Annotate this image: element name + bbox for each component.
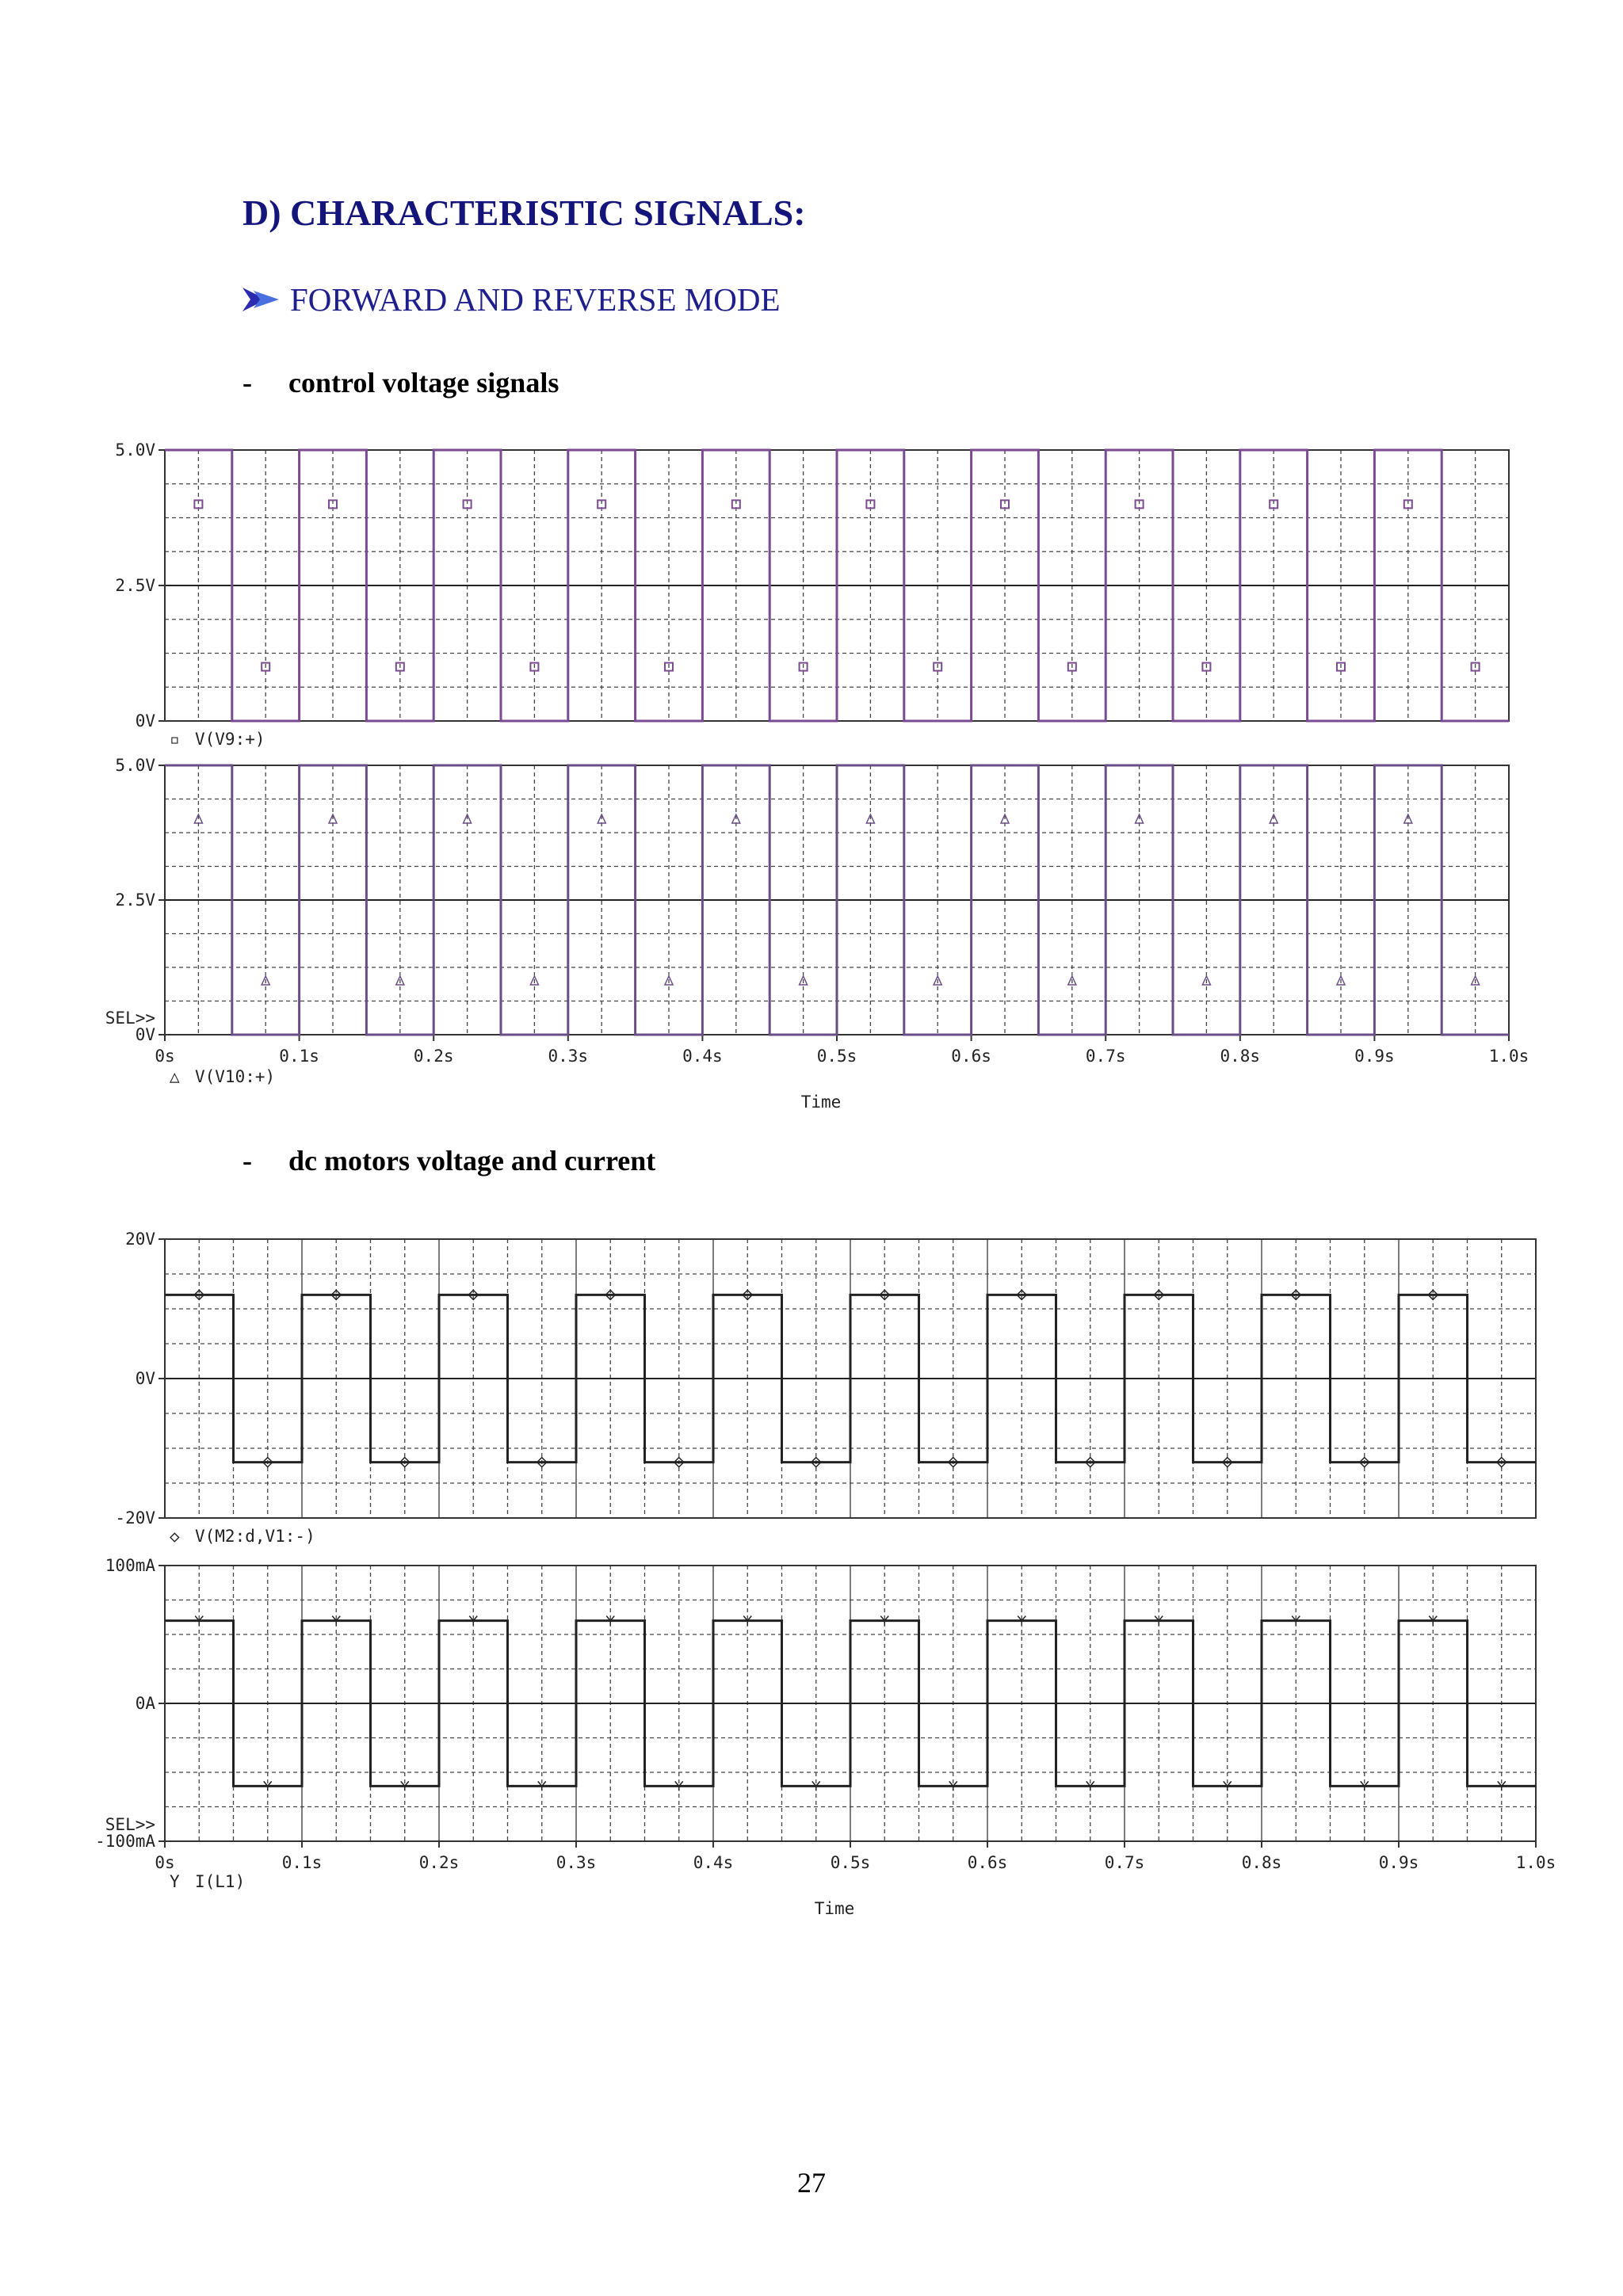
- legend-marker: Y: [170, 1872, 180, 1891]
- arrow-bullet-icon: [242, 286, 279, 313]
- bullet-text: control voltage signals: [288, 367, 559, 399]
- x-tick-label: 0s: [155, 1853, 175, 1872]
- y-tick-label: -20V: [115, 1508, 155, 1527]
- bullet-control-voltage: [242, 366, 559, 399]
- legend-marker: ▫: [170, 730, 180, 749]
- y-tick-label: 0V: [135, 1369, 155, 1388]
- x-axis-label: Time: [800, 1093, 842, 1112]
- x-tick-label: 0.7s: [1085, 1047, 1126, 1066]
- bullet-motor-signals: [242, 1144, 655, 1177]
- section-heading: D) CHARACTERISTIC SIGNALS:: [242, 193, 806, 233]
- legend-marker: ◇: [170, 1527, 180, 1546]
- x-tick-label: 0.1s: [279, 1047, 319, 1066]
- x-tick-label: 0.4s: [693, 1853, 734, 1872]
- legend-label: V(M2:d,V1:-): [195, 1527, 315, 1546]
- x-tick-label: 0.8s: [1220, 1047, 1261, 1066]
- y-tick-label: 100mA: [105, 1556, 155, 1575]
- y-tick-label: 20V: [125, 1230, 155, 1249]
- y-tick-label: 2.5V: [115, 891, 155, 910]
- legend-label: V(V10:+): [195, 1067, 276, 1086]
- x-tick-label: 0.2s: [413, 1047, 454, 1066]
- mode-subheading: [242, 280, 780, 318]
- x-tick-label: 0.6s: [967, 1853, 1008, 1872]
- x-tick-label: 1.0s: [1488, 1047, 1529, 1066]
- series-line: [165, 1621, 1536, 1787]
- y-tick-label: 2.5V: [115, 576, 155, 595]
- subheading-text: FORWARD AND REVERSE MODE: [290, 281, 781, 318]
- y-tick-label: 5.0V: [115, 441, 155, 460]
- x-tick-label: 0.5s: [816, 1047, 857, 1066]
- chart-motor-voltage: [115, 1230, 1536, 1546]
- x-tick-label: 0.4s: [682, 1047, 723, 1066]
- y-tick-label: 0V: [135, 1025, 155, 1044]
- x-tick-label: 0.7s: [1104, 1853, 1145, 1872]
- series-line: [165, 1295, 1536, 1462]
- bullet-text: dc motors voltage and current: [288, 1145, 656, 1177]
- page-number: 27: [797, 2167, 826, 2199]
- y-tick-label: 0A: [135, 1694, 155, 1713]
- legend-label: V(V9:+): [195, 730, 265, 749]
- chart-motor-current: [95, 1556, 1556, 1918]
- bullet-dash: -: [242, 1145, 252, 1177]
- y-tick-label: -100mA: [95, 1832, 155, 1851]
- y-tick-label: 0V: [135, 711, 155, 730]
- x-tick-label: 0.8s: [1241, 1853, 1282, 1872]
- x-tick-label: 1.0s: [1515, 1853, 1556, 1872]
- x-axis-label: Time: [814, 1899, 855, 1918]
- x-tick-label: 0.3s: [548, 1047, 589, 1066]
- x-tick-label: 0s: [155, 1047, 175, 1066]
- x-tick-label: 0.3s: [556, 1853, 597, 1872]
- x-tick-label: 0.9s: [1378, 1853, 1419, 1872]
- chart-v10: [105, 756, 1529, 1112]
- series-line: [165, 450, 1509, 721]
- legend-marker: △: [170, 1067, 180, 1086]
- bullet-dash: -: [242, 367, 252, 399]
- x-tick-label: 0.1s: [281, 1853, 323, 1872]
- chart-v9: [115, 441, 1509, 749]
- series-line: [165, 765, 1509, 1035]
- legend-label: I(L1): [195, 1872, 246, 1891]
- x-tick-label: 0.6s: [951, 1047, 991, 1066]
- x-tick-label: 0.5s: [830, 1853, 871, 1872]
- sel-label: SEL>>: [105, 1815, 155, 1834]
- x-tick-label: 0.2s: [418, 1853, 460, 1872]
- sel-label: SEL>>: [105, 1009, 155, 1028]
- x-tick-label: 0.9s: [1354, 1047, 1395, 1066]
- y-tick-label: 5.0V: [115, 756, 155, 775]
